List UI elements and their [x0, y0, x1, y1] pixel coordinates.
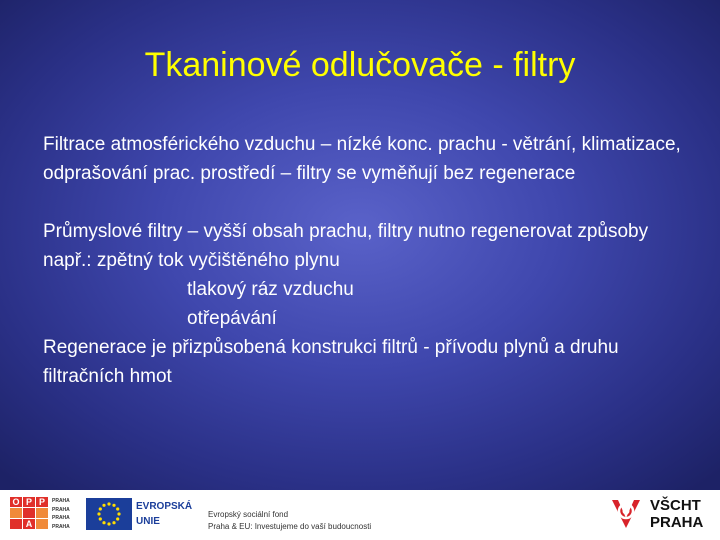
vscht-label: [650, 497, 703, 531]
opp-block: [10, 519, 22, 529]
eu-label-line1: EVROPSKÁ: [136, 501, 193, 512]
opp-praha-logo: [10, 497, 80, 531]
opp-block: [36, 508, 48, 518]
vscht-logo-icon: [608, 494, 644, 532]
body-paragraph-regeneration: Regenerace je přizpůsobená konstrukci filtrů - přívodu plynů a druhu filtračních hmot: [43, 337, 619, 387]
opp-letter: A: [23, 519, 35, 529]
slide-title: Tkaninové odlučovače - filtry: [144, 46, 576, 84]
opp-word: PRAHA: [52, 506, 70, 513]
opp-letter: O: [10, 497, 22, 507]
opp-block: [36, 519, 48, 529]
opp-word: PRAHA: [52, 498, 70, 504]
paragraph-spacer: [43, 188, 683, 217]
opp-letter-grid: [10, 497, 50, 531]
opp-block: [23, 508, 35, 518]
slide-body: [43, 130, 683, 391]
esf-line1: Evropský sociální fond: [208, 510, 289, 519]
vscht-label-line1: VŠCHT: [650, 497, 701, 514]
vscht-label-line2: PRAHA: [650, 514, 704, 531]
opp-letter: P: [36, 497, 48, 507]
eu-stars-icon: [86, 498, 132, 530]
opp-word: PRAHA: [52, 523, 70, 530]
vscht-emblem-icon: [608, 494, 644, 532]
body-paragraph-filtration: Filtrace atmosférického vzduchu – nízké konc. prachu - větrání, klimatizace, odprašování prac. prostředí – filtry se vyměňují bez regenerace: [43, 134, 681, 184]
body-paragraph-industrial: Průmyslové filtry – vyšší obsah prachu, filtry nutno regenerovat způsoby např.: zpětný tok vyčištěného plynu: [43, 221, 649, 271]
esf-line2: Praha & EU: Investujeme do vaší budoucnosti: [208, 522, 372, 531]
opp-words: [52, 497, 82, 531]
opp-block: [10, 508, 22, 518]
esf-text: [208, 509, 371, 533]
opp-word: PRAHA: [52, 515, 70, 521]
eu-label: [136, 499, 192, 529]
opp-letter: P: [23, 497, 35, 507]
eu-flag-icon: [86, 498, 132, 530]
body-item-pressure-pulse: tlakový ráz vzduchu: [187, 279, 354, 300]
eu-label-line2: UNIE: [136, 516, 160, 527]
body-item-shaking: otřepávání: [187, 308, 277, 329]
